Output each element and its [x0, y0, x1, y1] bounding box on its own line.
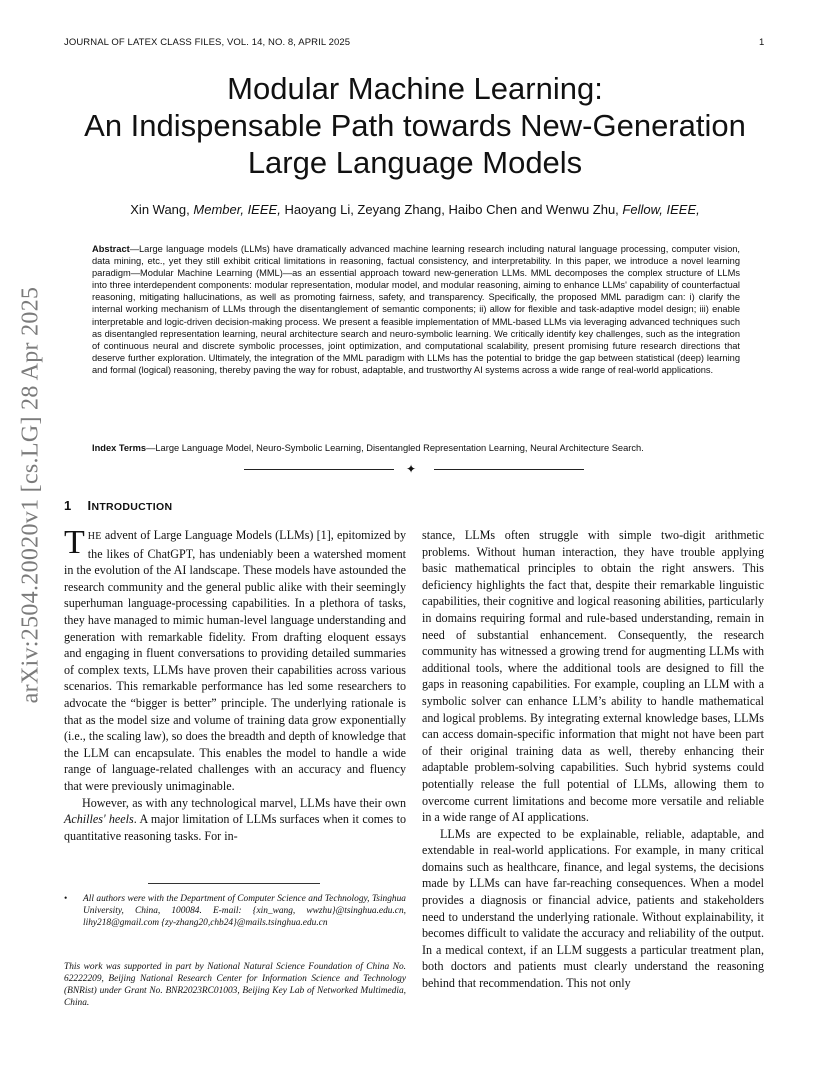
right-column [422, 527, 764, 992]
abstract-label: Abstract [92, 244, 130, 254]
funding-note: This work was supported in part by National Natural Science Foundation of China No. 62222209, Beijing National Research Center for Information Science and Technology (BNRist) under Grant No. BNR2023RC01003, Beijing Key Lab of Networked Multimedia, China. [64, 962, 406, 1008]
author-footnote [64, 893, 406, 929]
paragraph-text: However, as with any technological marvel, LLMs have their own [82, 795, 406, 810]
paper-title [40, 70, 790, 181]
title-line: An Indispensable Path towards New-Generation [84, 108, 746, 143]
author-role: Member, IEEE, [193, 202, 281, 217]
arxiv-side-stamp: arXiv:2504.20020v1 [cs.LG] 28 Apr 2025 [17, 286, 44, 704]
emphasis: Achilles' heels [64, 812, 134, 827]
index-terms-label: Index Terms [92, 443, 147, 453]
bullet-icon: • [64, 894, 68, 904]
left-column [64, 524, 406, 844]
paragraph: LLMs are expected to be explainable, reliable, adaptable, and extendable in real-world applications. For example, in many critical domains such as healthcare, finance, and legal systems, the decisions made by LLMs can have far-reaching consequences. When a model provides a diagnosis or financial advice, patients and stakeholders need to understand the underlying rationale. Without explainability, it becomes difficult to validate the accuracy and reliability of the output. In a medical context, if an LLM suggests a particular treatment plan, both doctors and patients must clearly understand the reasoning behind that recommendation. This not only [422, 826, 764, 991]
index-terms [92, 442, 740, 454]
section-title-rest: NTRODUCTION [91, 501, 173, 513]
author-role: Fellow, IEEE, [622, 202, 700, 217]
paragraph: stance, LLMs often struggle with simple two-digit arithmetic problems. Without human interaction, they have trouble applying basic mathematical principles to obtain the right answers. This deficiency highlights the fact that, despite their remarkable linguistic capabilities, their cognitive and logical reasoning abilities, particularly in domains requiring formal and rule-based understanding, remain in need of substantial enhancement. Consequently, the research community has witnessed a growing trend for augmenting LLMs with additional tools, where the additional tools are designed to fill the gaps in reasoning capabilities. For example, coupling an LLM with a symbolic solver can enhance LLM’s ability to handle mathematical and logical problems. By integrating external knowledge bases, LLMs can access domain-specific information that might not have been part of their original training data as well, thereby enhancing their adaptable problem-solving capabilities. Such hybrid systems could potentially release the full potential of LLMs, allowing them to overcome current limitations and become more versatile and reliable in a wide range of AI applications. [422, 528, 764, 825]
title-line: Large Language Models [247, 145, 583, 180]
drop-cap: T [64, 524, 85, 561]
author-name: Haoyang Li, Zeyang Zhang, Haibo Chen and Wenwu Zhu, [284, 202, 619, 217]
author-list [40, 202, 790, 217]
separator-line [244, 469, 394, 470]
index-terms-text: —Large Language Model, Neuro-Symbolic Learning, Disentangled Representation Learning, Neural Architecture Search. [146, 443, 644, 453]
section-heading [64, 498, 172, 513]
paragraph-text: . A major limitation of LLMs surfaces when it comes to quantitative reasoning tasks. For in- [64, 812, 406, 843]
page-number: 1 [759, 37, 765, 48]
running-header: JOURNAL OF LATEX CLASS FILES, VOL. 14, NO. 8, APRIL 2025 [64, 37, 351, 48]
smallcaps-lead: HE [87, 531, 102, 542]
footnote-text: All authors were with the Department of Computer Science and Technology, Tsinghua University, China, 100084. E-mail: {xin_wang, wwzhu}@tsinghua.edu.cn, lihy218@gmail.com {zy-zhang20,chb24}@mails.tsinghua.edu.cn [83, 894, 406, 928]
paragraph-text: advent of Large Language Models (LLMs) [1], epitomized by the likes of ChatGPT, has undeniably been a watershed moment in the evolution of the AI landscape. These models have astounded the research community and the general public alike with their seemingly superhuman language-processing capabilities. In a plethora of tasks, they have managed to mimic human-level language understanding and generation with remarkable fidelity. From drafting eloquent essays and engaging in fluent conversations to providing detailed summaries of complex texts, LLMs have proven their capabilities across various scenarios. This remarkable performance has led some researchers to advocate the “bigger is better” principle. The underlying rationale is that as the model size and volume of training data grow exponentially (i.e., the scaling law), so does the breadth and depth of knowledge that the LLM can encapsulate. This enables the model to handle a wide range of language-related challenges with an accuracy and fluency that were previously unimaginable. [64, 528, 406, 793]
section-number: 1 [64, 498, 72, 513]
separator-line [434, 469, 584, 470]
section-initial: I [87, 498, 92, 513]
title-line: Modular Machine Learning: [227, 71, 603, 106]
diamond-icon: ✦ [406, 462, 417, 476]
section-separator [244, 462, 584, 476]
paragraph [64, 524, 406, 795]
footnote-rule [148, 883, 320, 884]
author-name: Xin Wang, [130, 202, 190, 217]
abstract-text: —Large language models (LLMs) have dramatically advanced machine learning research including natural language processing, computer vision, data mining, etc., yet they still exhibit critical limitations in reasoning, factual consistency, and interpretability. In this paper, we introduce a novel learning paradigm—Modular Machine Learning (MML)—as an essential approach toward new-generation LLMs. MML decomposes the complex structure of LLMs into three interdependent components: modular representation, modular model, and modular reasoning, aiming to enhance LLMs' capability of counterfactual reasoning, mitigating hallucinations, as well as promoting fairness, safety, and transparency. Specifically, the proposed MML paradigm can: i) clarify the internal working mechanism of LLMs through the disentanglement of semantic components; ii) allow for flexible and task-adaptive model design; iii) enable interpretable and logic-driven decision-making process. We present a feasible implementation of MML-based LLMs via leveraging advanced techniques such as disentangled representation learning, neural architecture search and neuro-symbolic learning. We critically identify key challenges, such as the integration of continuous neural and discrete symbolic processes, joint optimization, and computational scalability, present promising future research directions that deserve further exploration. Ultimately, the integration of the MML paradigm with LLMs has the potential to bridge the gap between statistical (deep) learning and formal (logical) reasoning, thereby paving the way for robust, adaptable, and trustworthy AI systems across a wide range of real-world applications. [92, 244, 740, 375]
paragraph [64, 795, 406, 845]
abstract [92, 243, 740, 376]
